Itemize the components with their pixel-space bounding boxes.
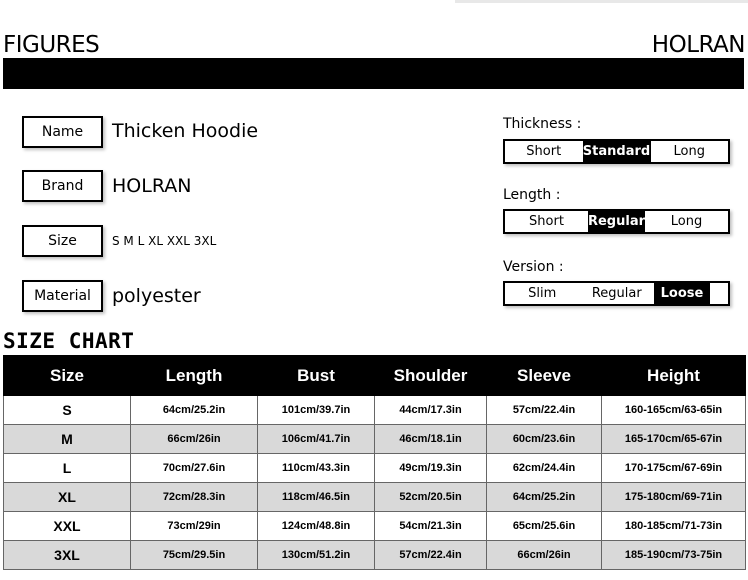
table-cell: 160-165cm/63-65in [602, 396, 746, 425]
table-cell: 165-170cm/65-67in [602, 425, 746, 454]
table-cell: 44cm/17.3in [375, 396, 487, 425]
col-header-shoulder: Shoulder [375, 356, 487, 396]
table-row [4, 425, 746, 454]
spec-label-brand: Brand [22, 170, 103, 202]
size-chart-title: SIZE CHART [3, 329, 135, 353]
spec-value-brand: HOLRAN [112, 175, 192, 197]
table-cell: 60cm/23.6in [487, 425, 602, 454]
spec-label-size: Size [22, 225, 103, 257]
table-cell: L [4, 454, 131, 483]
length-option-long: Long [670, 214, 703, 229]
version-option-spacer [710, 283, 728, 304]
table-cell: 49cm/19.3in [375, 454, 487, 483]
table-cell: 75cm/29.5in [131, 541, 258, 570]
table-row [4, 541, 746, 570]
spec-label-name: Name [22, 116, 103, 148]
table-cell: 62cm/24.4in [487, 454, 602, 483]
version-option-regular: Regular [591, 286, 642, 301]
table-cell: 101cm/39.7in [258, 396, 375, 425]
version-title: Version : [503, 259, 564, 275]
table-cell: 180-185cm/71-73in [602, 512, 746, 541]
table-cell: 124cm/48.8in [258, 512, 375, 541]
table-cell: M [4, 425, 131, 454]
col-header-size: Size [4, 356, 131, 396]
length-title: Length : [503, 187, 561, 203]
table-cell: 70cm/27.6in [131, 454, 258, 483]
table-cell: 106cm/41.7in [258, 425, 375, 454]
table-header-row [4, 356, 746, 396]
thickness-option-short: Short [526, 144, 562, 159]
table-cell: 52cm/20.5in [375, 483, 487, 512]
thickness-selector [503, 139, 730, 164]
table-cell: S [4, 396, 131, 425]
length-option-regular: Regular [588, 211, 645, 232]
spec-label-material: Material [22, 280, 103, 312]
table-cell: 46cm/18.1in [375, 425, 487, 454]
table-cell: 73cm/29in [131, 512, 258, 541]
spec-value-material: polyester [112, 285, 201, 307]
table-cell: 118cm/46.5in [258, 483, 375, 512]
table-cell: 64cm/25.2in [131, 396, 258, 425]
table-cell: 3XL [4, 541, 131, 570]
table-cell: 64cm/25.2in [487, 483, 602, 512]
table-row [4, 483, 746, 512]
thickness-title: Thickness : [503, 116, 582, 132]
table-cell: 66cm/26in [131, 425, 258, 454]
table-cell: 66cm/26in [487, 541, 602, 570]
table-row [4, 396, 746, 425]
spec-value-name: Thicken Hoodie [112, 120, 259, 142]
length-selector [503, 209, 730, 234]
table-row [4, 454, 746, 483]
brand-title: HOLRAN [651, 32, 745, 58]
top-edge-line [455, 0, 748, 3]
table-cell: 175-180cm/69-71in [602, 483, 746, 512]
table-cell: 170-175cm/67-69in [602, 454, 746, 483]
col-header-bust: Bust [258, 356, 375, 396]
spec-value-size: S M L XL XXL 3XL [112, 234, 217, 248]
version-option-loose: Loose [654, 283, 710, 304]
header-title: FIGURES [3, 32, 100, 58]
size-chart-table [3, 355, 746, 570]
table-cell: XXL [4, 512, 131, 541]
col-header-length: Length [131, 356, 258, 396]
table-row [4, 512, 746, 541]
thickness-option-standard: Standard [583, 141, 651, 162]
table-cell: 72cm/28.3in [131, 483, 258, 512]
table-cell: 57cm/22.4in [375, 541, 487, 570]
table-cell: 54cm/21.3in [375, 512, 487, 541]
table-cell: 110cm/43.3in [258, 454, 375, 483]
version-selector [503, 281, 730, 306]
table-cell: XL [4, 483, 131, 512]
table-cell: 65cm/25.6in [487, 512, 602, 541]
header-bar [3, 58, 744, 89]
col-header-height: Height [602, 356, 746, 396]
table-cell: 130cm/51.2in [258, 541, 375, 570]
col-header-sleeve: Sleeve [487, 356, 602, 396]
version-option-slim: Slim [528, 286, 557, 301]
table-cell: 185-190cm/73-75in [602, 541, 746, 570]
thickness-option-long: Long [673, 144, 705, 159]
length-option-short: Short [529, 214, 564, 229]
table-cell: 57cm/22.4in [487, 396, 602, 425]
